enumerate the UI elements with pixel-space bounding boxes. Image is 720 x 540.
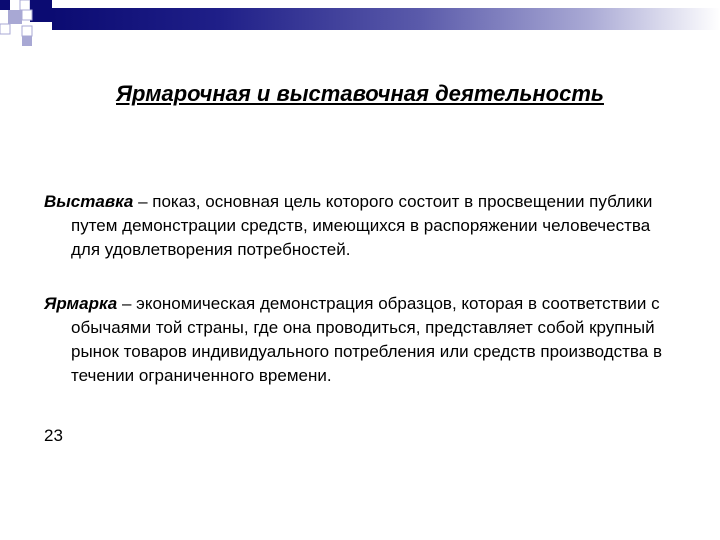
deco-square bbox=[30, 0, 52, 22]
deco-square bbox=[8, 10, 22, 24]
header-gradient-bar bbox=[52, 8, 720, 30]
page-number: 23 bbox=[44, 426, 63, 445]
definition-text: – экономическая демонстрация образцов, которая в соответствии с обычаями той страны, где она проводиться, представляет собой крупный рынок товаров индивидуального потребления или средств производства в течении ограниченного времени. bbox=[71, 294, 662, 385]
definition-fair bbox=[44, 292, 664, 388]
slide-content bbox=[44, 190, 664, 418]
deco-square bbox=[22, 10, 32, 20]
slide-title: Ярмарочная и выставочная деятельность bbox=[116, 81, 604, 106]
deco-square bbox=[22, 26, 32, 36]
deco-square bbox=[0, 24, 10, 34]
definition-exhibition bbox=[44, 190, 664, 262]
deco-square bbox=[22, 36, 32, 46]
deco-square bbox=[0, 0, 10, 10]
deco-square bbox=[20, 0, 30, 10]
definition-text: – показ, основная цель которого состоит в просвещении публики путем демонстрации средств, имеющихся в распоряжении человечества для удовлетворения потребностей. bbox=[71, 192, 653, 259]
definition-term: Выставка bbox=[44, 192, 134, 211]
definition-term: Ярмарка bbox=[44, 294, 118, 313]
